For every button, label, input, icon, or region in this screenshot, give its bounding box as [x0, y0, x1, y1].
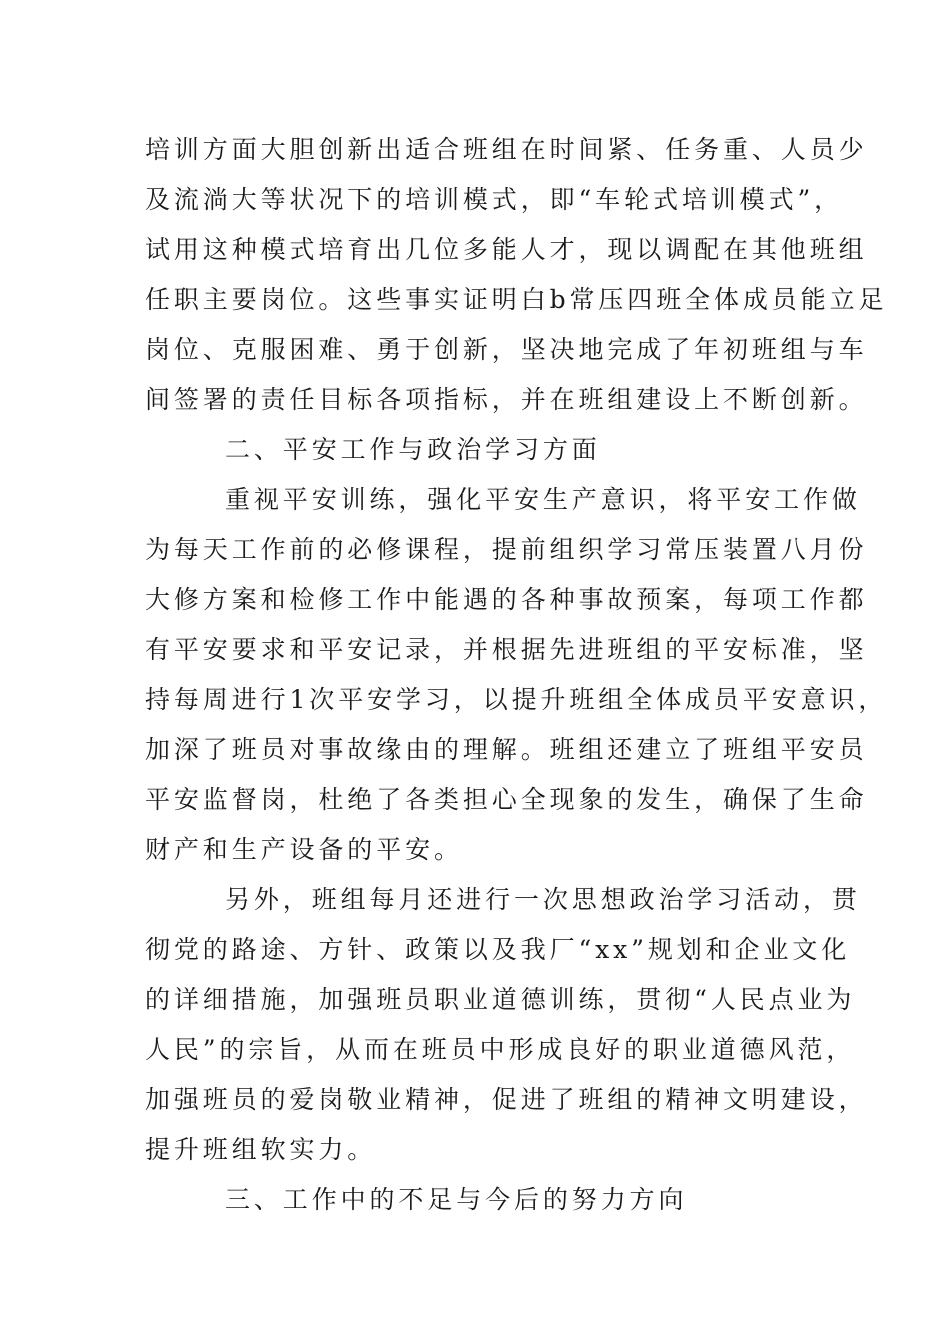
paragraph-line: 人民”的宗旨，从而在班员中形成良好的职业道德风范，	[145, 1035, 856, 1064]
paragraph-line: 提升班组软实力。	[145, 1135, 377, 1164]
paragraph-line: 培训方面大胆创新出适合班组在时间紧、任务重、人员少	[145, 135, 868, 164]
section-heading: 三、工作中的不足与今后的努力方向	[225, 1185, 688, 1214]
paragraph-line: 试用这种模式培育出几位多能人才，现以调配在其他班组	[145, 235, 868, 264]
paragraph-line: 另外，班组每月还进行一次思想政治学习活动，贯	[225, 885, 861, 914]
paragraph-line: 财产和生产设备的平安。	[145, 835, 463, 864]
paragraph-line: 岗位、克服困难、勇于创新，坚决地完成了年初班组与车	[145, 335, 868, 364]
paragraph-line: 重视平安训练，强化平安生产意识，将平安工作做	[225, 485, 861, 514]
paragraph-line: 大修方案和检修工作中能遇的各种事故预案，每项工作都	[145, 585, 868, 614]
paragraph-line: 持每周进行1次平安学习，以提升班组全体成员平安意识，	[145, 685, 888, 714]
paragraph-line: 彻党的路途、方针、政策以及我厂“xx”规划和企业文化	[145, 935, 851, 964]
paragraph-line: 任职主要岗位。这些事实证明白b常压四班全体成员能立足	[145, 285, 888, 314]
paragraph-line: 平安监督岗，杜绝了各类担心全现象的发生，确保了生命	[145, 785, 868, 814]
paragraph-line: 加深了班员对事故缘由的理解。班组还建立了班组平安员	[145, 735, 868, 764]
paragraph-line: 加强班员的爱岗敬业精神，促进了班组的精神文明建设，	[145, 1085, 868, 1114]
paragraph-line: 及流淌大等状况下的培训模式，即“车轮式培训模式”，	[145, 185, 844, 214]
paragraph-line: 间签署的责任目标各项指标，并在班组建设上不断创新。	[145, 385, 868, 414]
paragraph-line: 为每天工作前的必修课程，提前组织学习常压装置八月份	[145, 535, 868, 564]
paragraph-line: 的详细措施，加强班员职业道德训练，贯彻“人民点业为	[145, 985, 856, 1014]
section-heading: 二、平安工作与政治学习方面	[225, 435, 601, 464]
paragraph-line: 有平安要求和平安记录，并根据先进班组的平安标准，坚	[145, 635, 868, 664]
